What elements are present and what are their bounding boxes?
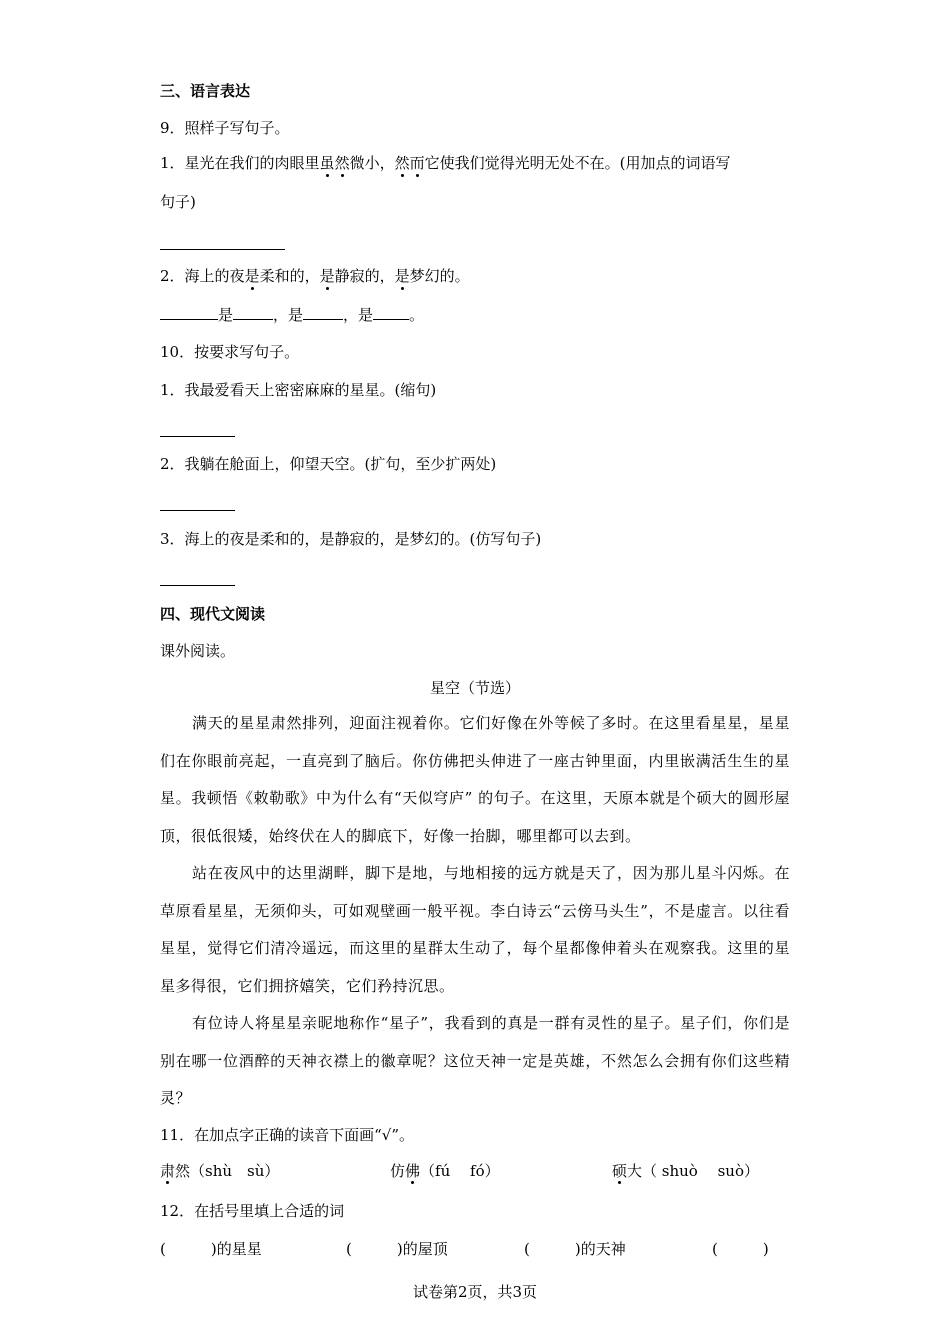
blank[interactable]	[303, 305, 343, 320]
q10-item3: 3．海上的夜是柔和的，是静寂的，是梦幻的。(仿写句子)	[160, 530, 542, 548]
text: ，是	[273, 306, 304, 324]
text: 是	[218, 306, 234, 324]
q12-title: 12．在括号里填上合适的词	[160, 1202, 345, 1220]
dotted-char: 肃	[160, 1162, 176, 1180]
q12-fill-2[interactable]: ( )的屋顶	[346, 1240, 448, 1258]
answer-line[interactable]	[160, 510, 235, 511]
dotted-char: 是	[394, 267, 410, 285]
q12-fill-4[interactable]: ( )	[712, 1240, 769, 1258]
text: （fú fó）	[420, 1162, 500, 1180]
page-footer: 试卷第2页，共3页	[412, 1283, 538, 1301]
dotted-char: 而	[409, 154, 425, 172]
q9-item1-cont: 句子)	[160, 193, 196, 211]
article-paragraph-1: 满天的星星肃然排列，迎面注视着你。它们好像在外等候了多时。在这里看星星，星星们在你眼前亮起，一直亮到了脑后。你仿佛把头伸进了一座古钟里面，内里嵌满活生生的星星。我顿悟《敕勒歌》中为什么有“天似穹庐” 的句子。在这里，天原本就是个硕大的圆形屋顶，很低很矮，始终伏在人的脚底下，好像一抬脚，哪里都可以去到。	[160, 714, 790, 845]
q11-word-3	[612, 1160, 759, 1181]
q9-item2-template	[160, 304, 424, 326]
blank[interactable]	[373, 305, 409, 320]
section-3-heading: 三、语言表达	[160, 82, 251, 100]
blank[interactable]	[160, 305, 218, 320]
dotted-char: 佛	[405, 1162, 421, 1180]
blank[interactable]	[233, 305, 273, 320]
text: 2．海上的夜	[160, 267, 245, 285]
text: 大（ shuò suò）	[627, 1162, 759, 1180]
q11-word-2	[390, 1160, 500, 1181]
text: 静寂的，	[334, 267, 395, 285]
text: 微小，	[349, 154, 395, 172]
article-title: 星空（节选）	[429, 679, 520, 697]
text: 柔和的，	[259, 267, 320, 285]
q9-item1	[160, 152, 730, 174]
dotted-char: 虽	[319, 154, 335, 172]
section-4-heading: 四、现代文阅读	[160, 605, 266, 623]
q12-fill-3[interactable]: ( )的天神	[524, 1240, 626, 1258]
q10-title: 10．按要求写句子。	[160, 343, 300, 361]
q11-word-1	[160, 1160, 279, 1181]
q11-title: 11．在加点字正确的读音下面画“√”。	[160, 1126, 414, 1144]
text: 梦幻的。	[409, 267, 470, 285]
dotted-char: 硕	[612, 1162, 628, 1180]
dotted-char: 然	[334, 154, 350, 172]
answer-line[interactable]	[160, 436, 235, 437]
text: 然（shù sù）	[175, 1162, 280, 1180]
article-paragraph-2: 站在夜风中的达里湖畔，脚下是地，与地相接的远方就是天了，因为那儿星斗闪烁。在草原看星星，无须仰头，可如观壁画一般平视。李白诗云“云傍马头生”，不是虚言。以往看星星，觉得它们清冷遥远，而这里的星群太生动了，每个星都像伸着头在观察我。这里的星星多得很，它们拥挤嬉笑，它们矜持沉思。	[160, 864, 790, 995]
q10-item1: 1．我最爱看天上密密麻麻的星星。(缩句)	[160, 381, 437, 399]
dotted-char: 是	[319, 267, 335, 285]
article-paragraph-3: 有位诗人将星星亲昵地称作“星子”，我看到的真是一群有灵性的星子。星子们，你们是别在哪一位酒醉的天神衣襟上的徽章呢？这位天神一定是英雄，不然怎么会拥有你们这些精灵？	[160, 1014, 790, 1108]
q10-item2: 2．我躺在舱面上，仰望天空。(扩句，至少扩两处)	[160, 455, 497, 473]
q9-item2	[160, 265, 470, 287]
text: 它使我们觉得光明无处不在。(用加点的词语写	[424, 154, 731, 172]
answer-line[interactable]	[160, 585, 235, 586]
answer-line[interactable]	[160, 249, 285, 250]
text: ，是	[343, 306, 374, 324]
dotted-char: 然	[394, 154, 410, 172]
dotted-char: 是	[244, 267, 260, 285]
q12-fill-1[interactable]: ( )的星星	[160, 1240, 262, 1258]
text: 。	[409, 306, 425, 324]
q9-title: 9．照样子写句子。	[160, 119, 290, 137]
text: 1．星光在我们的肉眼里	[160, 154, 320, 172]
reading-intro: 课外阅读。	[160, 642, 236, 660]
text: 仿	[390, 1162, 406, 1180]
